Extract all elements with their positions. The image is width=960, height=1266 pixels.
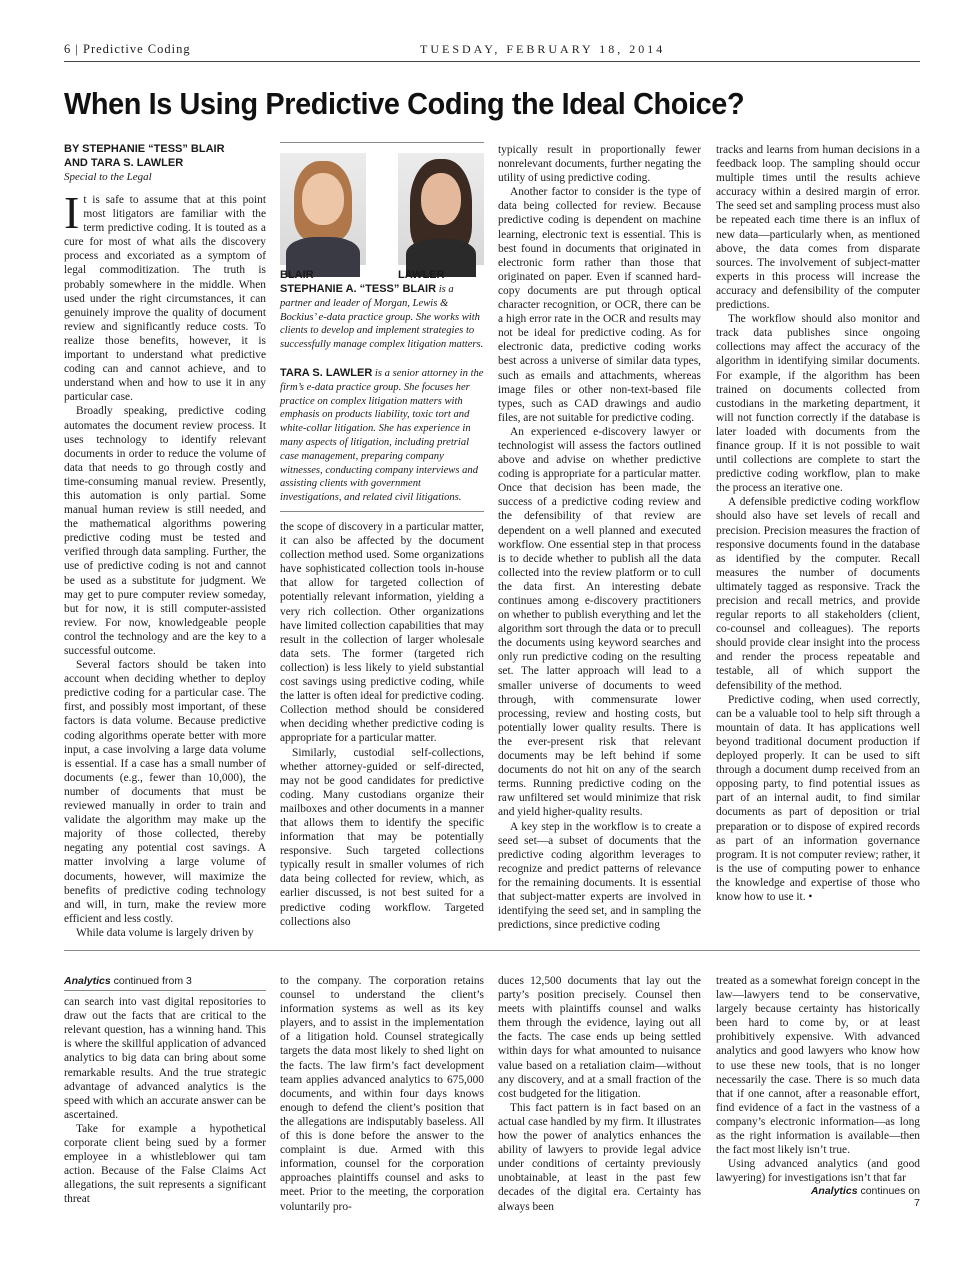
issue-date: TUESDAY, FEBRUARY 18, 2014 (420, 42, 666, 56)
author-bio-box (280, 142, 484, 512)
paragraph: duces 12,500 documents that lay out the party’s position precisely. Counsel then meets with plaintiffs counsel and walks them through the evidence, laying out all the facts. The case ends up being settled within days for what amounted to nuisance value based on a retaliation claim—without any discovery, and at a small fraction of the cost budgeted for the litigation. (498, 975, 701, 1100)
author-photo-blair (280, 153, 366, 265)
paragraph: An experienced e-discovery lawyer or technologist will assess the factors outlined above and advise on whether predictive coding is appropriate for a particular matter. Once that decision has been made, the success of a predictive coding review and the defensibility of that review are dependent on a well planned and executed workflow. One essential step in that process is to decide whether to publish all the data collected into the review platform or to cull the data first. An interesting debate continues among e-discovery practitioners on whether to publish everything and let the algorithm sort through the data or to precull the documents using keyword searches and only run predictive coding on the resulting set. The latter approach will lead to a smaller universe of documents to weed through, with commensurate lower processing, review and hosting costs, but potentially lower quality results. There is the ever-present risk that relevant documents may be left behind if some documents do not hit on any of the search terms. Running predictive coding on the raw unfiltered set would minimize that risk and yield higher-quality results. (498, 425, 701, 819)
paragraph: Take for example a hypothetical corporate client being sued by a former employee in a whistleblower qui tam action. Because of the False Claims Act allegations, the suit represents a significant threat (64, 1122, 266, 1206)
page-number: 6 | Predictive Coding (64, 42, 191, 56)
paragraph: Predictive coding, when used correctly, can be a valuable tool to help sift through a mountain of data. It has applications well beyond traditional document production if deployed properly. It can be used to sift through a document dump received from an opposing party, to find potential issues as part of an internal audit, to find similar documents as part of deposition or trial preparation or to dispose of expired records as part of an information governance program. It is not computer review; rather, it is the use of computing power to enhance the knowledge and expertise of those who know how to use it. • (716, 693, 920, 903)
paragraph: Using advanced analytics (and good lawyering) for investigations isn’t that far (716, 1158, 920, 1185)
paragraph: Broadly speaking, predictive coding automates the document review process. It uses technology to identify relevant documents in order to reduce the volume of data that needs to go through costly and time-consuming manual review. Presently, this automation is only partial. Some manual human review is still needed, and the mathematical algorithms powering predictive coding must be tested and verified through data sampling. Further, the use of predictive coding is not and cannot be used as a substitute for judgment. We may get to pure computer review someday, but for now, it is still computer-assisted review. For now, knowledgeable people control the technology and are the key to a successful outcome. (64, 405, 266, 657)
continued-from-label: Analytics continued from 3 (64, 974, 266, 991)
article-column-4 (716, 143, 920, 933)
bio-blair: STEPHANIE A. “TESS” BLAIR is a partner and leader of Morgan, Lewis & Bockius’ e-data practice group. She works with clients to develop and implement strategies to successfully manage complex litigation matters. (280, 283, 484, 351)
byline-special: Special to the Legal (64, 171, 152, 183)
paragraph: the scope of discovery in a particular matter, it can also be affected by the document collection method used. Some organizations have sophisticated collection tools in-house that allow for targeted collection of potentially relevant information, yielding a very rich collection. Other organizations have limited collection capabilities that may result in the collection of larger wholesale data sets. The former (targeted rich collection) is less likely to yield substantial cost savings using predictive coding, while the latter is often ideal for predictive coding. Collection method should be considered when deciding whether predictive coding is appropriate for a particular matter. (280, 521, 484, 745)
author-photo-lawler (398, 153, 484, 265)
paragraph: Another factor to consider is the type of data being collected for review. Because predictive coding is dependent on machine learning, electronic text is essential. This is best found in documents that originated in electronic form rather than those that originated on paper. Even if scanned hard-copy documents are put through optical character recognition, or OCR, there can be a high error rate in the OCR and results may not be ideal for predictive coding. As for electronic data, predictive coding works best across a universe of similar data types, such as emails and attachments, whereas image files or other non-text-based file types, such as CAD drawings and audio files, are not suitable for predictive coding. (498, 186, 701, 424)
article-column-3 (498, 143, 701, 933)
paragraph: Several factors should be taken into account when deciding whether to deploy predictive coding for a particular case. The first, and possibly most important, of these factors is data volume. Because predictive coding algorithms operate better with more input, a case involving a large data volume is essential. If a case has a small number of documents (e.g., fewer than 10,000), the number of documents that must be reviewed manually in order to train and validate the algorithm may make up the majority of those collected, thereby negating any potential cost savings. A matter involving a large volume of documents, however, will maximize the benefits of predictive coding technology and will, in turn, make the review more efficient and less costly. (64, 659, 266, 925)
article-column-1 (64, 143, 266, 939)
paragraph: Similarly, custodial self-collections, whether attorney-guided or self-directed, may not be good candidates for predictive coding. Many custodians organize their mailboxes and other documents in a manner that allows them to identify the specific information that may be potentially responsive. Such targeted collections typically result in smaller volumes of rich data being collected for review, which, as earlier discussed, is not best suited for a predictive coding workflow. Targeted collections also (280, 746, 484, 928)
drop-cap: I (64, 187, 80, 238)
analytics-column-3 (498, 974, 701, 1213)
photo-caption-blair: BLAIR (280, 269, 314, 281)
article-title: When Is Using Predictive Coding the Ideal Choice? (64, 86, 745, 121)
analytics-column-1 (64, 974, 266, 1206)
paragraph: It is safe to assume that at this point most litigators are familiar with the term predictive coding. It is touted as a cure for most of what ails the discovery process and excoriated as a symptom of legal commoditization. The truth is probably somewhere in the middle. When used under the right circumstances, it can genuinely improve the quality of document review and significantly reduce costs. To realize those benefits, however, it is important to understand what predictive coding can and cannot achieve, and to understand when and how to use it in any particular case. (64, 187, 266, 404)
paragraph: can search into vast digital repositories to draw out the facts that are critical to the relevant question, has a winning hand. This is where the skillful application of advanced analytics to big data can bring about some remarkable results. And the true strategic advantage of advanced analytics is the speed with which an accurate answer can be ascertained. (64, 996, 266, 1121)
page-header (64, 42, 920, 62)
paragraph: This fact pattern is in fact based on an actual case handled by my firm. It illustrates how the power of analytics enhances the ability of lawyers to provide legal advice under conditions of certainty previously unobtainable, at least in the past few decades of the digital era. Certainty has always been (498, 1101, 701, 1213)
bio-lawler: TARA S. LAWLER is a senior attorney in the firm’s e-data practice group. She focuses her practice on complex litigation matters with emphasis on products liability, toxic tort and white-collar litigation. She has experience in many aspects of litigation, including pretrial case management, preparing company witnesses, conducting company interviews and assisting clients with government investigations, and related civil litigations. (280, 367, 484, 504)
analytics-column-4 (716, 974, 920, 1184)
continued-on-label: Analytics continues on 7 (810, 1185, 920, 1209)
paragraph: tracks and learns from human decisions in a feedback loop. The sampling should occur multiple times until the results achieve accuracy within a desired margin of error. The seed set and sampling process must also be repeated each time there is an influx of new data—particularly when, as mentioned above, the data comes from disparate sources. The involvement of subject-matter experts in this process will increase the accuracy and defensibility of the computer predictions. (716, 144, 920, 312)
paragraph: A defensible predictive coding workflow should also have set levels of recall and precision. Precision measures the fraction of responsive documents found in the database as identified by the computer. Recall measures the number of documents ultimately tagged as responsive. Track the precision and recall metrics, and provide regular reports to all stakeholders (client, co-counsel and colleagues). The reports should provide clear insight into the process and render the process repeatable and testable, all of which support the defensibility of the method. (716, 496, 920, 692)
byline: BY STEPHANIE “TESS” BLAIR AND TARA S. LAWLER (64, 143, 225, 169)
paragraph: The workflow should also monitor and track data publishes since ongoing collections may affect the accuracy of the algorithm in identifying similar documents. For example, if the algorithm has been trained on documents collected from custodians in the marketing department, it will not function correctly if the database is later loaded with documents from the finance group. If it is not possible to wait until collections are complete to start the predictive coding workflow, plan to make the process an iterative one. (716, 313, 920, 495)
article-column-2 (280, 520, 484, 934)
photo-caption-lawler: LAWLER (398, 269, 445, 281)
paragraph: typically result in proportionally fewer nonrelevant documents, further negating the utility of using predictive coding. (498, 144, 701, 185)
paragraph: to the company. The corporation retains counsel to understand the client’s information systems as well as its key players, and to assist in the implementation of a litigation hold. Counsel strategically targets the data most likely to shed light on the facts. The law firm’s fact development team applies advanced analytics to 675,000 documents, and within four days knows enough to defend the client’s position that the allegations are indisputably baseless. All of this is done before the answer to the complaint is due. Armed with this information, counsel for the corporation approaches plaintiffs counsel and asks to meet. Prior to the meeting, the corporation voluntarily pro- (280, 975, 484, 1213)
analytics-column-2 (280, 974, 484, 1213)
section-divider (64, 950, 920, 951)
paragraph: While data volume is largely driven by (76, 926, 254, 939)
paragraph: treated as a somewhat foreign concept in the law—lawyers tend to be conservative, largely because certainty has historically been hard to come by, or at least prohibitively expensive. With advanced analytics and good lawyers who know how to use these new tools, that is no longer necessarily the case. There is so much data that if one cannot, after a reasonable effort, find evidence of a fact in the vastness of a company’s electronic information—as long as the right information is available—then the fact most likely isn’t true. (716, 975, 920, 1157)
paragraph: A key step in the workflow is to create a seed set—a subset of documents that the predictive coding algorithm leverages to recognize and predict patterns of relevance for the remaining documents. It is essential that subject-matter experts are involved in identifying the seed set, and in sampling the predictions, since predictive coding (498, 820, 701, 932)
